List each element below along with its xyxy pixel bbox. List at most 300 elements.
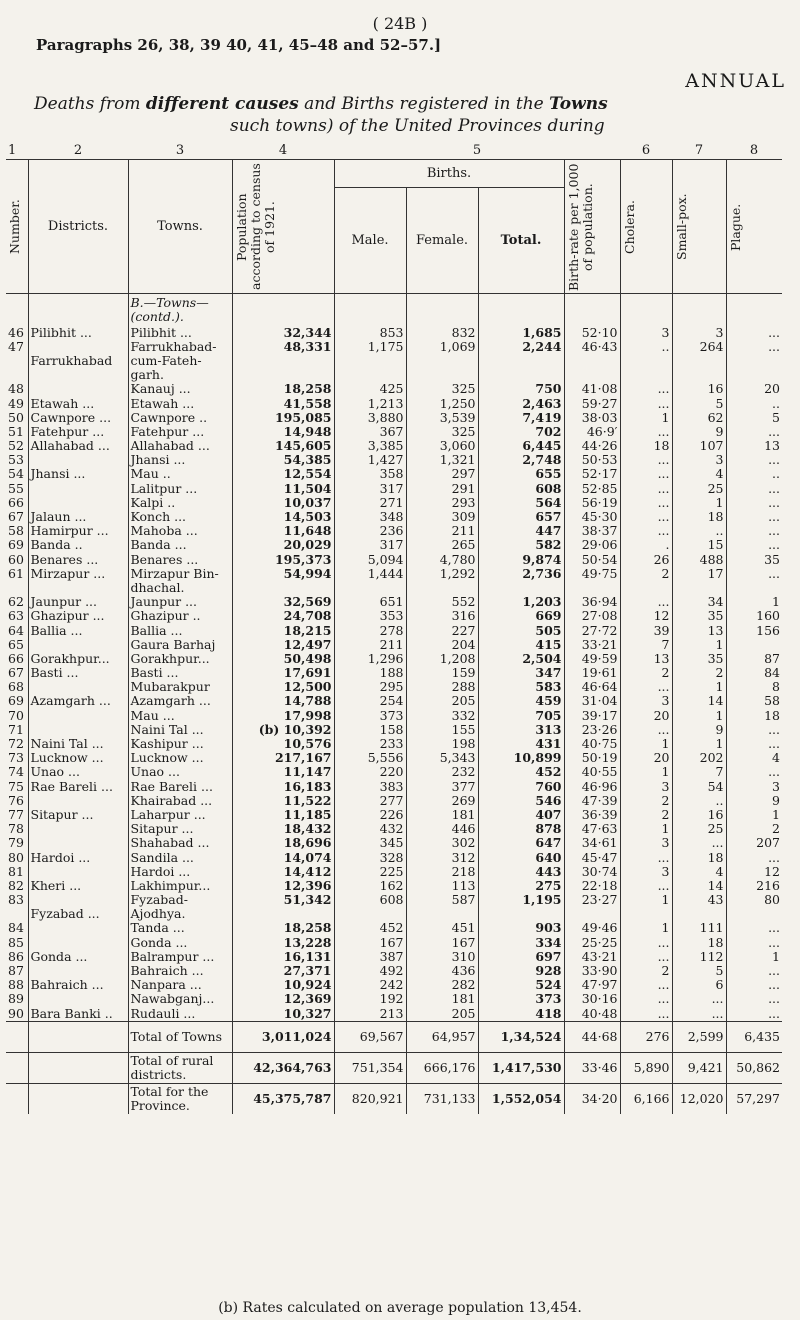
births-male-cell: 452 xyxy=(334,921,406,935)
small-pox-cell: 17 xyxy=(672,567,726,581)
cholera-cell: ... xyxy=(620,950,672,964)
town-cell: Jaunpur ... xyxy=(128,595,232,609)
town-cell: Basti ... xyxy=(128,666,232,680)
total-smallpox-cell: 9,421 xyxy=(672,1052,726,1083)
table-row xyxy=(6,709,782,723)
birth-rate-cell: 23·27 xyxy=(564,893,620,907)
small-pox-cell: 2 xyxy=(672,666,726,680)
col-num-6: 6 xyxy=(620,143,672,160)
births-female-cell: 269 xyxy=(406,794,478,808)
birth-rate-cell: 22·18 xyxy=(564,879,620,893)
births-male-cell: 1,444 xyxy=(334,567,406,581)
births-female-cell: 4,780 xyxy=(406,553,478,567)
population-cell: 195,085 xyxy=(232,411,334,425)
births-total-cell: 647 xyxy=(478,836,564,850)
town-cell: Sitapur ... xyxy=(128,822,232,836)
table-row xyxy=(6,680,782,694)
total-pop-cell: 3,011,024 xyxy=(232,1021,334,1052)
births-total-cell xyxy=(478,581,564,595)
row-number-cell: 52 xyxy=(8,439,24,454)
small-pox-cell: 107 xyxy=(672,439,726,453)
district-cell: Basti ... xyxy=(28,666,128,680)
birth-rate-header: Birth-rate per 1,000 of population. xyxy=(565,162,595,291)
birth-rate-cell: 19·61 xyxy=(564,666,620,680)
cholera-cell: 2 xyxy=(620,567,672,581)
birth-rate-cell: 46·64 xyxy=(564,680,620,694)
small-pox-cell: 1 xyxy=(672,638,726,652)
population-cell: 17,998 xyxy=(232,709,334,723)
births-total-cell: 702 xyxy=(478,425,564,439)
plague-cell: 4 xyxy=(726,751,782,765)
cholera-cell: 2 xyxy=(620,666,672,680)
row-number-cell: 62 xyxy=(8,595,24,610)
population-cell: 17,691 xyxy=(232,666,334,680)
births-male-cell: 651 xyxy=(334,595,406,609)
births-female-cell: 211 xyxy=(406,524,478,538)
town-cell: Mahoba ... xyxy=(128,524,232,538)
plague-cell: ... xyxy=(726,850,782,864)
births-total-cell: 9,874 xyxy=(478,553,564,567)
district-cell xyxy=(28,865,128,879)
births-male-cell: 1,213 xyxy=(334,396,406,410)
town-cell: Bahraich ... xyxy=(128,964,232,978)
town-cell: Farrukhabad- xyxy=(128,340,232,354)
row-number-cell xyxy=(6,581,28,595)
total-row xyxy=(6,1021,782,1052)
birth-rate-cell xyxy=(564,354,620,368)
cholera-cell: 2 xyxy=(620,794,672,808)
row-number-cell: 68 xyxy=(8,680,24,695)
table-row xyxy=(6,425,782,439)
births-total-cell: 760 xyxy=(478,780,564,794)
town-cell: Ghazipur .. xyxy=(128,609,232,623)
town-cell: Kanauj ... xyxy=(128,382,232,396)
birth-rate-cell: 45·30 xyxy=(564,510,620,524)
row-number-cell: 71 xyxy=(8,722,24,737)
births-male-cell: 3,880 xyxy=(334,411,406,425)
district-cell: Unao ... xyxy=(28,765,128,779)
districts-header: Districts. xyxy=(28,160,128,294)
births-male-cell xyxy=(334,581,406,595)
population-cell: 14,788 xyxy=(232,694,334,708)
plague-cell: 84 xyxy=(726,666,782,680)
small-pox-cell: 1 xyxy=(672,737,726,751)
cholera-cell: ... xyxy=(620,524,672,538)
births-female-cell: 325 xyxy=(406,425,478,439)
births-total-cell: 347 xyxy=(478,666,564,680)
column-number-row xyxy=(6,143,782,160)
small-pox-cell: 14 xyxy=(672,879,726,893)
births-total-cell xyxy=(478,354,564,368)
small-pox-cell xyxy=(672,368,726,382)
births-total-cell: 2,748 xyxy=(478,453,564,467)
table-row xyxy=(6,609,782,623)
row-number-cell: 77 xyxy=(8,807,24,822)
births-male-cell: 608 xyxy=(334,893,406,907)
births-female-cell: 291 xyxy=(406,482,478,496)
title-part-c: and Births registered in the xyxy=(304,94,544,114)
district-cell: Azamgarh ... xyxy=(28,694,128,708)
birth-rate-cell xyxy=(564,907,620,921)
total-row xyxy=(6,1083,782,1114)
district-cell: Hamirpur ... xyxy=(28,524,128,538)
population-cell: 14,503 xyxy=(232,510,334,524)
plague-cell: ... xyxy=(726,992,782,1006)
births-male-cell: 277 xyxy=(334,794,406,808)
births-header: Births. xyxy=(334,160,564,188)
small-pox-cell: 25 xyxy=(672,822,726,836)
small-pox-cell: ... xyxy=(672,1007,726,1022)
cholera-cell: ... xyxy=(620,723,672,737)
births-female-cell: 312 xyxy=(406,850,478,864)
births-female-cell: 159 xyxy=(406,666,478,680)
plague-cell: 18 xyxy=(726,709,782,723)
population-cell: 18,258 xyxy=(232,921,334,935)
col-num-8: 8 xyxy=(726,143,782,160)
births-total-cell: 373 xyxy=(478,992,564,1006)
cholera-cell: . xyxy=(620,538,672,552)
town-cell: Benares ... xyxy=(128,553,232,567)
town-cell: Allahabad ... xyxy=(128,439,232,453)
district-cell: Bahraich ... xyxy=(28,978,128,992)
birth-rate-cell: 30·74 xyxy=(564,865,620,879)
table-row xyxy=(6,524,782,538)
births-female-cell: 587 xyxy=(406,893,478,907)
cholera-cell: ... xyxy=(620,510,672,524)
table-row xyxy=(6,368,782,382)
table-row xyxy=(6,694,782,708)
footnote: (b) Rates calculated on average population 13,454. xyxy=(218,1300,582,1316)
small-pox-cell: 35 xyxy=(672,652,726,666)
district-cell xyxy=(28,581,128,595)
births-female-cell: 167 xyxy=(406,936,478,950)
plague-cell xyxy=(726,581,782,595)
births-female-cell xyxy=(406,581,478,595)
population-cell: 11,147 xyxy=(232,765,334,779)
district-cell: Jaunpur ... xyxy=(28,595,128,609)
total-female-cell: 731,133 xyxy=(406,1083,478,1114)
birth-rate-cell: 52·10 xyxy=(564,326,620,340)
district-cell xyxy=(28,992,128,1006)
town-cell: Pilibhit ... xyxy=(128,326,232,340)
birth-rate-cell: 29·06 xyxy=(564,538,620,552)
table-row xyxy=(6,893,782,907)
births-male-cell: 1,427 xyxy=(334,453,406,467)
total-total-cell: 1,552,054 xyxy=(478,1083,564,1114)
town-cell: Mubarakpur xyxy=(128,680,232,694)
small-pox-cell: 112 xyxy=(672,950,726,964)
births-male-cell: 271 xyxy=(334,496,406,510)
plague-cell: ... xyxy=(726,723,782,737)
population-cell: 10,924 xyxy=(232,978,334,992)
population-cell: 14,412 xyxy=(232,865,334,879)
births-female-cell xyxy=(406,368,478,382)
total-total-cell: 1,34,524 xyxy=(478,1021,564,1052)
births-female-cell: 3,539 xyxy=(406,411,478,425)
town-cell: dhachal. xyxy=(128,581,232,595)
population-cell: (b) 10,392 xyxy=(232,723,334,737)
births-total-cell: 2,244 xyxy=(478,340,564,354)
total-male-cell: 751,354 xyxy=(334,1052,406,1083)
births-male-cell: 425 xyxy=(334,382,406,396)
plague-cell: 58 xyxy=(726,694,782,708)
cholera-cell: ... xyxy=(620,936,672,950)
plague-cell: ... xyxy=(726,524,782,538)
plague-cell: ... xyxy=(726,453,782,467)
town-cell: Gonda ... xyxy=(128,936,232,950)
births-male-cell: 1,296 xyxy=(334,652,406,666)
births-male-cell: 233 xyxy=(334,737,406,751)
row-number-cell: 55 xyxy=(8,481,24,496)
cholera-cell: ... xyxy=(620,425,672,439)
row-number-cell: 70 xyxy=(8,708,24,723)
table-row xyxy=(6,978,782,992)
district-cell: Ballia ... xyxy=(28,623,128,637)
births-male-cell: 383 xyxy=(334,780,406,794)
district-cell: Banda .. xyxy=(28,538,128,552)
plague-cell: ... xyxy=(726,496,782,510)
town-cell: Rudauli ... xyxy=(128,1007,232,1022)
table-row xyxy=(6,808,782,822)
birth-rate-cell: 49·59 xyxy=(564,652,620,666)
row-number-cell: 87 xyxy=(8,963,24,979)
row-number-cell: 90 xyxy=(8,1006,24,1021)
total-header: Total. xyxy=(478,188,564,294)
births-total-cell: 928 xyxy=(478,964,564,978)
cholera-cell: ... xyxy=(620,496,672,510)
row-number-cell: 82 xyxy=(8,878,24,893)
plague-cell: ... xyxy=(726,978,782,992)
births-female-cell: 218 xyxy=(406,865,478,879)
cholera-cell: ... xyxy=(620,482,672,496)
town-cell: Jhansi ... xyxy=(128,453,232,467)
table-row xyxy=(6,964,782,978)
plague-cell xyxy=(726,354,782,368)
cholera-cell xyxy=(620,581,672,595)
plague-cell: 216 xyxy=(726,879,782,893)
table-row xyxy=(6,439,782,453)
section-label-row xyxy=(6,294,782,326)
births-female-cell: 204 xyxy=(406,638,478,652)
births-total-cell: 1,203 xyxy=(478,595,564,609)
births-female-cell: 1,250 xyxy=(406,396,478,410)
town-cell: Banda ... xyxy=(128,538,232,552)
cholera-cell: 2 xyxy=(620,964,672,978)
births-total-cell: 334 xyxy=(478,936,564,950)
cholera-cell: ... xyxy=(620,879,672,893)
plague-cell xyxy=(726,907,782,921)
total-plague-cell: 6,435 xyxy=(726,1021,782,1052)
population-cell: 11,522 xyxy=(232,794,334,808)
births-total-cell: 447 xyxy=(478,524,564,538)
plague-cell: ... xyxy=(726,964,782,978)
births-male-cell: 162 xyxy=(334,879,406,893)
birth-rate-cell: 52·85 xyxy=(564,482,620,496)
births-female-cell: 297 xyxy=(406,467,478,481)
row-number-cell: 67 xyxy=(8,509,24,525)
table-row xyxy=(6,652,782,666)
table-row xyxy=(6,638,782,652)
births-male-cell: 853 xyxy=(334,326,406,340)
births-total-cell: 407 xyxy=(478,808,564,822)
birth-rate-cell: 59·27 xyxy=(564,396,620,410)
births-female-cell xyxy=(406,354,478,368)
births-male-cell xyxy=(334,907,406,921)
town-cell: Sandila ... xyxy=(128,850,232,864)
population-cell: 11,648 xyxy=(232,524,334,538)
plague-cell: ... xyxy=(726,326,782,340)
total-label: Total for the Province. xyxy=(128,1083,232,1114)
plague-cell: 12 xyxy=(726,865,782,879)
population-cell xyxy=(232,354,334,368)
page-number: ( 24B ) xyxy=(372,14,428,33)
births-female-cell: 205 xyxy=(406,694,478,708)
row-number-cell: 78 xyxy=(8,822,24,837)
table-body xyxy=(6,294,782,1114)
cholera-cell: 20 xyxy=(620,709,672,723)
cholera-cell: 3 xyxy=(620,780,672,794)
births-male-cell: 5,094 xyxy=(334,553,406,567)
row-number-cell: 67 xyxy=(8,666,24,681)
population-cell: 195,373 xyxy=(232,553,334,567)
births-female-cell: 309 xyxy=(406,510,478,524)
small-pox-cell: 18 xyxy=(672,850,726,864)
small-pox-cell: 34 xyxy=(672,595,726,609)
population-cell: 12,396 xyxy=(232,879,334,893)
births-female-cell: 282 xyxy=(406,978,478,992)
row-number-cell: 75 xyxy=(8,779,24,794)
row-number-cell: 48 xyxy=(8,382,24,397)
births-female-cell: 310 xyxy=(406,950,478,964)
row-number-cell: 85 xyxy=(8,935,24,950)
total-label: Total of rural districts. xyxy=(128,1052,232,1083)
birth-rate-cell: 46·9′ xyxy=(564,425,620,439)
small-pox-cell: 5 xyxy=(672,396,726,410)
table-row xyxy=(6,780,782,794)
total-rate-cell: 33·46 xyxy=(564,1052,620,1083)
cholera-header: Cholera. xyxy=(621,199,637,254)
row-number-cell: 83 xyxy=(8,893,24,908)
small-pox-cell: 202 xyxy=(672,751,726,765)
district-cell: Fyzabad ... xyxy=(28,907,128,921)
plague-cell: 160 xyxy=(726,609,782,623)
plague-cell: .. xyxy=(726,467,782,481)
births-male-cell: 211 xyxy=(334,638,406,652)
district-cell xyxy=(28,709,128,723)
birth-rate-cell: 27·72 xyxy=(564,623,620,637)
birth-rate-cell: 56·19 xyxy=(564,496,620,510)
total-smallpox-cell: 12,020 xyxy=(672,1083,726,1114)
town-cell: Etawah ... xyxy=(128,396,232,410)
plague-cell: 1 xyxy=(726,595,782,609)
header-row-1 xyxy=(6,160,782,188)
row-number-cell: 46 xyxy=(8,325,24,340)
paragraph-reference: Paragraphs 26, 38, 39 40, 41, 45–48 and 52–57.] xyxy=(36,36,442,54)
small-pox-cell: 4 xyxy=(672,467,726,481)
district-cell: Benares ... xyxy=(28,553,128,567)
births-total-cell: 1,195 xyxy=(478,893,564,907)
row-number-cell: 76 xyxy=(8,793,24,808)
plague-cell: ... xyxy=(726,921,782,935)
population-cell: 145,605 xyxy=(232,439,334,453)
total-plague-cell: 50,862 xyxy=(726,1052,782,1083)
population-cell: 11,185 xyxy=(232,808,334,822)
row-number-cell: 89 xyxy=(8,992,24,1007)
birth-rate-cell: 50·53 xyxy=(564,453,620,467)
plague-cell: 35 xyxy=(726,553,782,567)
district-cell: Hardoi ... xyxy=(28,850,128,864)
births-female-cell: 377 xyxy=(406,780,478,794)
population-cell: 32,569 xyxy=(232,595,334,609)
row-number-cell: 50 xyxy=(8,410,24,425)
row-number-cell: 61 xyxy=(8,566,24,581)
table-row xyxy=(6,737,782,751)
cholera-cell: 3 xyxy=(620,694,672,708)
district-cell: Naini Tal ... xyxy=(28,737,128,751)
small-pox-cell: 6 xyxy=(672,978,726,992)
births-female-cell xyxy=(406,907,478,921)
births-male-cell: 254 xyxy=(334,694,406,708)
cholera-cell: ... xyxy=(620,992,672,1006)
births-male-cell: 236 xyxy=(334,524,406,538)
town-cell: Khairabad ... xyxy=(128,794,232,808)
small-pox-cell: 488 xyxy=(672,553,726,567)
population-cell: 32,344 xyxy=(232,326,334,340)
population-cell: 12,497 xyxy=(232,638,334,652)
cholera-cell: 20 xyxy=(620,751,672,765)
district-cell xyxy=(28,680,128,694)
col-num-4: 4 xyxy=(232,143,334,160)
district-cell: Etawah ... xyxy=(28,396,128,410)
births-male-cell: 345 xyxy=(334,836,406,850)
total-male-cell: 69,567 xyxy=(334,1021,406,1052)
table-title-line-2: such towns) of the United Provinces during xyxy=(230,116,605,136)
small-pox-cell xyxy=(672,354,726,368)
district-cell xyxy=(28,340,128,354)
table-row xyxy=(6,581,782,595)
birth-rate-cell: 40·55 xyxy=(564,765,620,779)
population-cell: 51,342 xyxy=(232,893,334,907)
population-cell xyxy=(232,368,334,382)
total-rate-cell: 44·68 xyxy=(564,1021,620,1052)
births-total-cell: 564 xyxy=(478,496,564,510)
cholera-cell xyxy=(620,354,672,368)
row-number-cell: 64 xyxy=(8,623,24,638)
plague-cell: ... xyxy=(726,340,782,354)
births-total-cell: 415 xyxy=(478,638,564,652)
row-number-cell xyxy=(6,907,28,921)
district-cell xyxy=(28,836,128,850)
table-row xyxy=(6,907,782,921)
population-cell: 20,029 xyxy=(232,538,334,552)
district-cell: Sitapur ... xyxy=(28,808,128,822)
small-pox-cell xyxy=(672,581,726,595)
total-smallpox-cell: 2,599 xyxy=(672,1021,726,1052)
plague-cell: 80 xyxy=(726,893,782,907)
district-cell xyxy=(28,482,128,496)
births-male-cell: 242 xyxy=(334,978,406,992)
total-male-cell: 820,921 xyxy=(334,1083,406,1114)
population-cell: 10,327 xyxy=(232,1007,334,1022)
town-cell: Azamgarh ... xyxy=(128,694,232,708)
cholera-cell: 3 xyxy=(620,326,672,340)
district-cell: Lucknow ... xyxy=(28,751,128,765)
births-female-cell: 436 xyxy=(406,964,478,978)
town-cell: Balrampur ... xyxy=(128,950,232,964)
birth-rate-cell: 36·39 xyxy=(564,808,620,822)
population-cell: 48,331 xyxy=(232,340,334,354)
town-cell: Mau ... xyxy=(128,709,232,723)
